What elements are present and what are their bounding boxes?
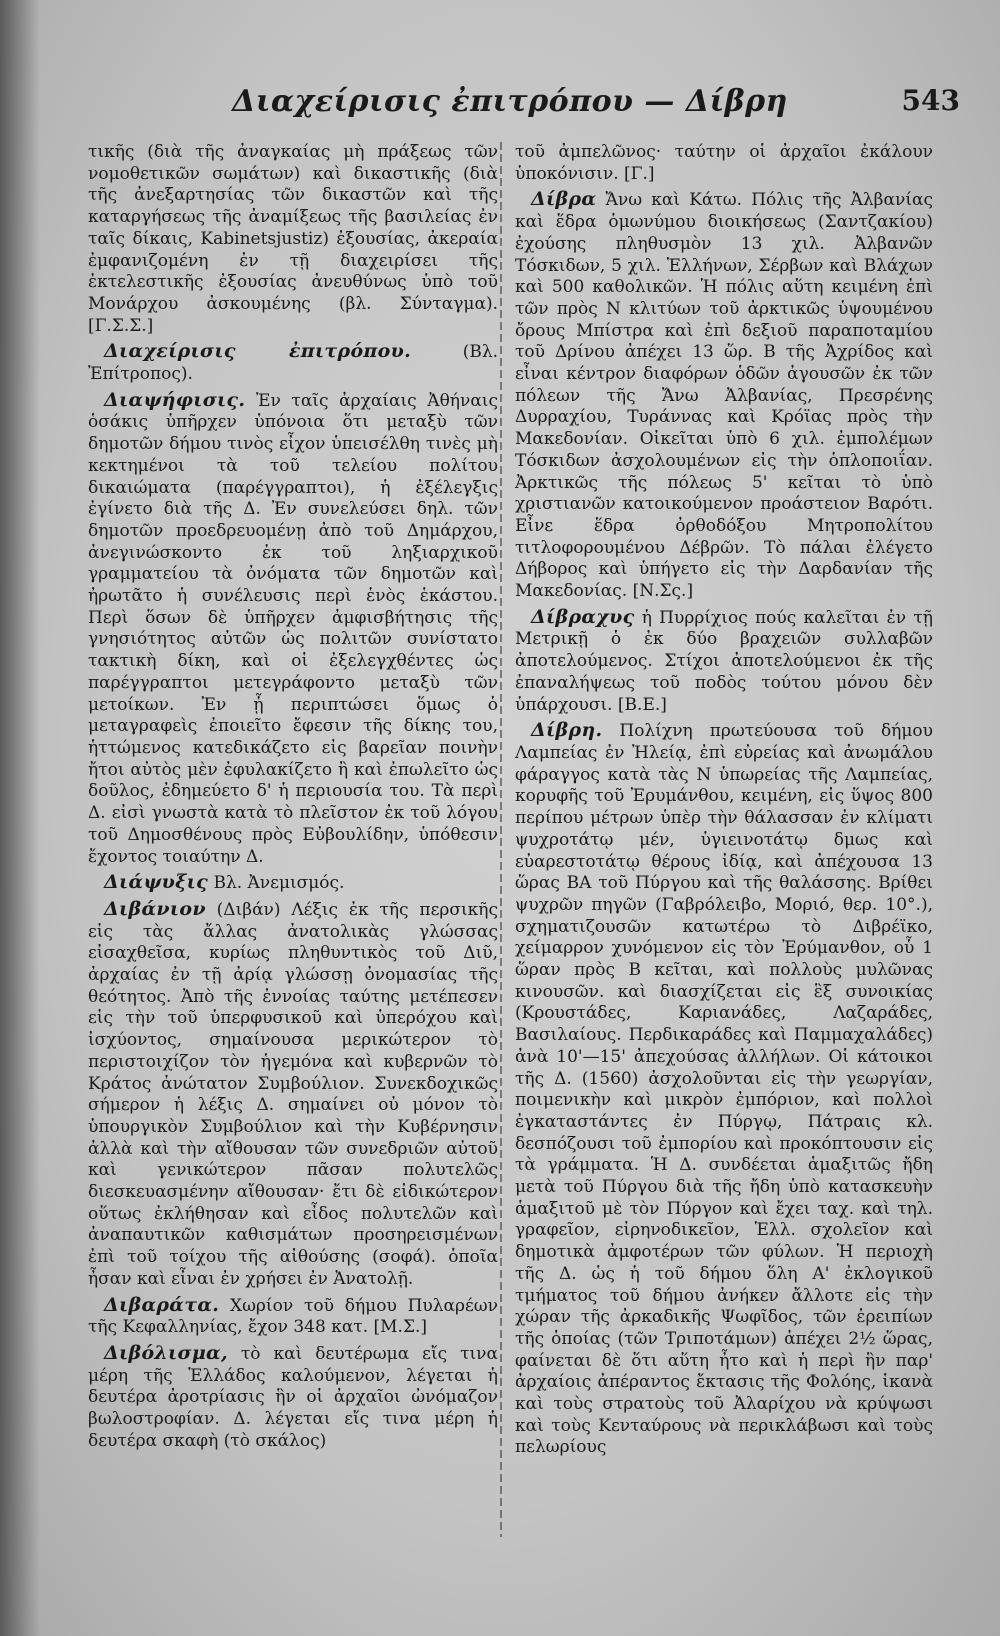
entry-text: (Διβάν) Λέξις ἐκ τῆς περσικῆς εἰς τὰς ἄλλας ἀνατολικὰς γλώσσας εἰσαχθεῖσα, κυρίως πληθυντικὸς τοῦ Διῦ, ἀρχαίας ἐν τῇ ἀρίᾳ γλώσσῃ ὀνομασίας τῆς θεότητος. Ἀπὸ τῆς ἐννοίας ταύτης μετέπεσεν εἰς τὴν τοῦ ὑπερφυσικοῦ καὶ ὑπερόχου καὶ ἰσχύοντος, σημαίνουσα μερικώτερον τὸ περιστοιχίζον τὸν ἡγεμόνα καὶ κυβερνῶν τὸ Κράτος ἀνώτατον Συμβούλιον. Συνεκδοχικῶς σήμερον ἡ λέξις Δ. σημαίνει οὐ μόνον τὸ ὑπουργικὸν Συμβούλιον καὶ τὴν Κυβέρνησιν ἀλλὰ καὶ τὴν αἴθουσαν τῶν συνεδριῶν αὐτοῦ καὶ γενικώτερον πᾶσαν πολυτελῶς διεσκευασμένην αἴθουσαν· ἔτι δὲ εἰδικώτερον οὕτως ἐκλήθησαν καὶ εἶδος πολυτελῶν καὶ ἀναπαυτικῶν καθισμάτων προσηρεισμένων ἐπὶ τοῦ τοίχου τῆς αἰθούσης (σοφά). ὁποῖα ἦσαν καὶ εἶναι ἐν χρήσει ἐν Ἀνατολῇ. <box>88 899 498 1289</box>
entry-diapsifisis <box>88 390 498 868</box>
page-number: 543 <box>901 84 960 117</box>
entry-divri <box>515 720 933 1459</box>
running-title: Διαχείρισις ἐπιτρόπου — Δίβρη <box>232 84 788 119</box>
entry-continuation <box>88 142 498 337</box>
entry-headword: Διβάνιον <box>104 897 206 920</box>
entry-divani <box>88 899 498 1291</box>
entry-divra <box>515 189 933 602</box>
entry-text: Πολίχνη πρωτεύουσα τοῦ δήμου Λαμπείας ἐν Ἠλείᾳ, ἐπὶ εὐρείας καὶ ἀνωμάλου φάραγγος κατὰ τὰς Ν ὑπωρείας τῆς Λαμπείας, κορυφῆς τοῦ Ἐρυμάνθου, κειμένη, εἰς ὕψος 800 περίπου μέτρων ὑπὲρ τὴν θάλασσαν ἐν κλίματι ψυχροτάτῳ μέν, ὑγιεινοτάτῳ δμως καὶ εὐαρεστοτάτῳ θέρους ἰδίᾳ, καὶ ἀπέχουσα 13 ὥρας ΒΑ τοῦ Πύργου καὶ τῆς θαλάσσης. Βρίθει ψυχρῶν πηγῶν (Γαβρόλειβο, Μοριό, θερ. 10°.), σχηματιζουσῶν κατωτέρω τὸ Διβρέϊκο, χείμαρρον χυνόμενον εἰς τὸν Ἐρύμανθον, οὗ 1 ὥραν πρὸς Β κεῖται, καὶ πολλοὺς μυλῶνας κινουσῶν. καὶ διασχίζεται εἰς ἓξ συνοικίας (Κρουστάδες, Καριανάδες, Λαζαράδες, Βασιλαίους. Περδικαράδες καὶ Παμμαχαλάδες) ἀνὰ 10'—15' ἀπεχούσας ἀλλήλων. Οἱ κάτοικοι τῆς Δ. (1560) ἀσχολοῦνται εἰς τὴν γεωργίαν, ποιμενικὴν καὶ μικρὸν ἐμπόριον, καὶ πολλοὶ ἐγκαταστάντες ἐν Πύργῳ, Πάτραις κλ. δεσπόζουσι τοῦ ἐμπορίου καὶ προκόπτουσιν εἰς τὰ γράμματα. Ἡ Δ. συνδέεται ἁμαξιτῶς ἤδη μετὰ τοῦ Πύργου διὰ τῆς ἤδη ὑπὸ κατασκευὴν ἁμαξιτοῦ μὲ τὸν Πύργον καὶ ἔχει ταχ. καὶ τηλ. γραφεῖον, εἰρηνοδικεῖον, Ἑλλ. σχολεῖον καὶ δημοτικὰ ἀμφοτέρων τῶν φύλων. Ἡ περιοχὴ τῆς Δ. ὡς ἡ τοῦ δήμου ὅλη Α' ἐκλογικοῦ τμήματος τοῦ δήμου ἀνήκεν ἄλλοτε εἰς τὴν χώραν τῆς ἀρκαδικῆς Ψωφῖδος, τῶν ἐρειπίων τῆς ὁποίας (τῶν Τριποτάμων) ἀπέχει 2½ ὥρας, φαίνεται δὲ ὅτι αὕτη ἦτο καὶ ἡ περὶ ἣν παρ' ἀρχαίοις ἀπέραντος ἔκτασις τῆς Φολόης, ἱκανὰ καὶ τοὺς στρατοὺς τοῦ Ἀλαρίχου νὰ κρύψωσι καὶ τοὺς Κενταύρους νὰ περικλάβωσι καὶ τοὺς πελωρίους <box>515 721 933 1458</box>
entry-text: Χωρίον τοῦ δήμου Πυλαρέων τῆς Κεφαλληνίας, ἔχον 348 κατ. [Μ.Σ.] <box>88 1295 498 1338</box>
entry-headword: Διβόλισμα, <box>104 1341 228 1364</box>
entry-text: Ἄνω καὶ Κάτω. Πόλις τῆς Ἀλβανίας καὶ ἕδρα ὁμωνύμου διοικήσεως (Σαντζακίου) ἐχούσης πληθυσμὸν 13 χιλ. Ἀλβανῶν Τόσκιδων, 5 χιλ. Ἑλλήνων, Σέρβων καὶ Βλάχων καὶ 500 καθολικῶν. Ἡ πόλις αὕτη κειμένη ἐπὶ τῶν πρὸς Ν κλιτύων τοῦ ἀρκτικῶς ὑψουμένου ὄρους Μπίστρα καὶ ἐπὶ δεξιοῦ παραποταμίου τοῦ Δρίνου ἀπέχει 13 ὥρ. Β τῆς Ἀχρίδος καὶ εἶναι κέντρον διαφόρων ὁδῶν ἀγουσῶν ἐκ τῶν πόλεων τῆς Ἄνω Ἀλβανίας, Πρεσρένης Δυρραχίου, Τυράννας καὶ Κρόϊας πρὸς τὴν Μακεδονίαν. Οἰκεῖται ὑπὸ 6 χιλ. ἐμπολέμων Τόσκιδων ἀσχολουμένων εἰς τὴν ὁπλοποιΐαν. Ἀρκτικῶς τῆς πόλεως 5' κεῖται τὸ ὑπὸ χριστιανῶν κατοικούμενον προάστειον Βαρότι. Εἶνε ἕδρα ὀρθοδόξου Μητροπολίτου τιτλοφορουμένου Δέβρῶν. Τὸ πάλαι ἐλέγετο Δήβορος καὶ ὑπήγετο εἰς τὴν Δαρδανίαν τῆς Μακεδονίας. [Ν.Σς.] <box>515 190 933 602</box>
right-column <box>515 142 933 1463</box>
entry-text: Ἐν ταῖς ἀρχαίαις Ἀθήναις ὁσάκις ὑπῆρχεν ὑπόνοια ὅτι μεταξὺ τῶν δημοτῶν δήμου τινὸς εἶχον ὑπεισέλθη τινὲς μὴ κεκτημένοι τὰ τοῦ τελείου πολίτου δικαιώματα (παρέγγραπτοι), ἡ ἐξέλεγξις ἐγίνετο διὰ τῆς Δ. Ἐν συνελεύσει δηλ. τῶν δημοτῶν προεδρευομένῃ ἀπὸ τοῦ Δημάρχου, ἀνεγινώσκοντο ἐκ τοῦ ληξιαρχικοῦ γραμματείου τὰ ὀνόματα τῶν δημοτῶν καὶ ἠρωτᾶτο ἡ συνέλευσις περὶ ἑνὸς ἑκάστου. Περὶ ὅσων δὲ ὑπῆρχεν ἀμφισβήτησις τῆς γνησιότητος αὐτῶν ὡς πολιτῶν συνίστατο τακτικὴ δίκη, καὶ οἱ ἐξελεγχθέντες ὡς παρέγγραπτοι μετεγράφοντο μεταξὺ τῶν μετοίκων. Ἐν ᾗ περιπτώσει ὅμως ὁ μεταγραφεὶς ἐποιεῖτο ἔφεσιν τῆς δίκης του, ἡττώμενος κατεδικάζετο εἰς βαρεῖαν ποινὴν ἤτοι αὐτὸς μὲν ἐφυλακίζετο ἢ καὶ ἐπωλεῖτο ὡς δοῦλος, ἐδημεύετο δ' ἡ περιουσία του. Τὰ περὶ Δ. εἰσὶ γνωστὰ κατὰ τὸ πλεῖστον ἐκ τοῦ λόγου τοῦ Δημοσθένους πρὸς Εὐβουλίδην, ὑπόθεσιν ἔχοντος τοιαύτην Δ. <box>88 390 498 867</box>
entry-continuation <box>515 142 933 185</box>
entry-divolisma <box>88 1343 498 1453</box>
entry-diaxeirisis-epitropou <box>88 341 498 385</box>
entry-text: (Βλ. Ἐπίτροπος). <box>88 342 498 385</box>
entry-headword: Δίβρη. <box>531 719 603 742</box>
entry-divarata <box>88 1295 498 1339</box>
entry-diapsyxis <box>88 872 498 895</box>
entry-text: τοῦ ἀμπελῶνος· ταύτην οἱ ἀρχαῖοι ἐκάλουν ὑποκόνισιν. [Γ.] <box>515 142 933 184</box>
entry-headword: Διβαράτα. <box>104 1293 220 1316</box>
entry-text: τικῆς (διὰ τῆς ἀναγκαίας μὴ πράξεως τῶν νομοθετικῶν σωμάτων) καὶ δικαστικῆς (διὰ τῆς ἀνεξαρτησίας τῶν δικαστῶν καὶ τῆς καταργήσεως τῆς ἀναμίξεως τῆς βασιλείας ἐν ταῖς δίκαις, Kabinetsjustiz) ἐξουσίας, ἀκεραία ἐμφανιζομένη ἐν τῇ διαχειρίσει τῆς ἐκτελεστικῆς ἐξουσίας ἀνευθύνως ὑπὸ τοῦ Μονάρχου ἀσκουμένης (βλ. Σύνταγμα). [Γ.Σ.Σ.] <box>88 142 498 336</box>
entry-divraxys <box>515 607 933 717</box>
entry-headword: Διάψυξις <box>104 871 209 894</box>
entry-text: ἡ Πυρρίχιος πούς καλεῖται ἐν τῇ Μετρικῇ ὁ ἐκ δύο βραχειῶν συλλαβῶν ἀποτελούμενος. Στίχοι ἀποτελούμενοι ἐκ τῆς ἐπαναλήψεως τοῦ ποδὸς τούτου μόνου δὲν ὑπάρχουσι. [Β.Ε.] <box>515 607 933 715</box>
entry-headword: Διαχείρισις ἐπιτρόπου. <box>104 340 412 363</box>
entry-text: τὸ καὶ δευτέρωμα εἴς τινα μέρη τῆς Ἑλλάδος καλούμενον, λέγεται ἡ δευτέρα ἀροτρίασις ἣν οἱ ἀρχαῖοι ὠνόμαζον βωλοστροφίαν. Δ. λέγεται εἴς τινα μέρη ἡ δευτέρα σκαφὴ (τὸ σκάλος) <box>88 1343 498 1451</box>
column-divider <box>500 142 502 1537</box>
entry-headword: Διαψήφισις. <box>104 388 246 411</box>
entry-text: Βλ. Ἀνεμισμός. <box>208 873 345 894</box>
page-header <box>60 84 960 128</box>
left-column <box>88 142 498 1456</box>
entry-headword: Δίβραχυς <box>531 605 635 628</box>
entry-headword: Δίβρα <box>531 188 597 211</box>
